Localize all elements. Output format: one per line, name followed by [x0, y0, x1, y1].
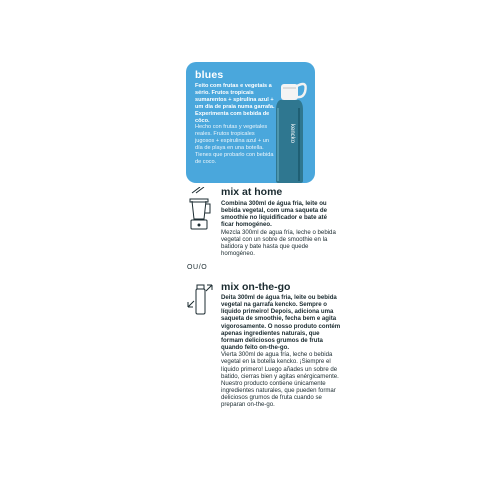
- go-instructions-pt: Deita 300ml de água fria, leite ou bebida vegetal na garrafa kencko. Sempre o líquido primeiro! Depois, adiciona uma saqueta de smoothie, fecha bem e agita vigorosamente. O nosso produto contém apenas ingredientes naturais, que formam deliciosos grumos de fruta quando feito on-the-go.: [221, 294, 341, 352]
- go-instructions: [221, 294, 341, 409]
- home-title: mix at home: [221, 186, 283, 198]
- home-instructions: [221, 200, 341, 257]
- shaker-bottle-icon: [185, 281, 215, 315]
- bottle-label: kencko: [289, 124, 295, 144]
- product-description: [195, 83, 275, 166]
- product-description-es: Hecho con frutas y vegetales reales. Frutos tropicales jugosos + espirulina azul + un día de playa en una botella. Tienes que probarlo con bebida de coco.: [195, 124, 274, 165]
- go-title: mix on-the-go: [221, 281, 291, 293]
- go-instructions-es: Vierta 300ml de agua fría, leche o bebida vegetal en la botella kencko. ¡Siempre el líquido primero! Luego añades un sobre de batido, cierras bien y agitas enérgicamente. Nuestro producto contiene únicamente ingredientes naturales, que pueden formar deliciosos grumos de fruta cuando se preparan on-the-go.: [221, 351, 339, 409]
- home-instructions-pt: Combina 300ml de água fria, leite ou bebida vegetal, com uma saqueta de smoothie no liquidificador e bate até ficar homogéneo.: [221, 200, 327, 229]
- blender-icon: [186, 187, 212, 237]
- or-separator: OU/O: [187, 264, 208, 271]
- home-instructions-es: Mezcla 300ml de agua fría, leche o bebida vegetal con un sobre de smoothie en la batidora y bate hasta que quede homogéneo.: [221, 228, 336, 258]
- bottle-image: [272, 78, 312, 183]
- product-card: [186, 62, 315, 183]
- product-title: blues: [195, 69, 224, 81]
- product-description-pt: Feito com frutas e vegetais a sério. Frutos tropicais sumarentos + spirulina azul + um dia de praia numa garrafa. Experimenta com bebida de côco.: [195, 83, 275, 124]
